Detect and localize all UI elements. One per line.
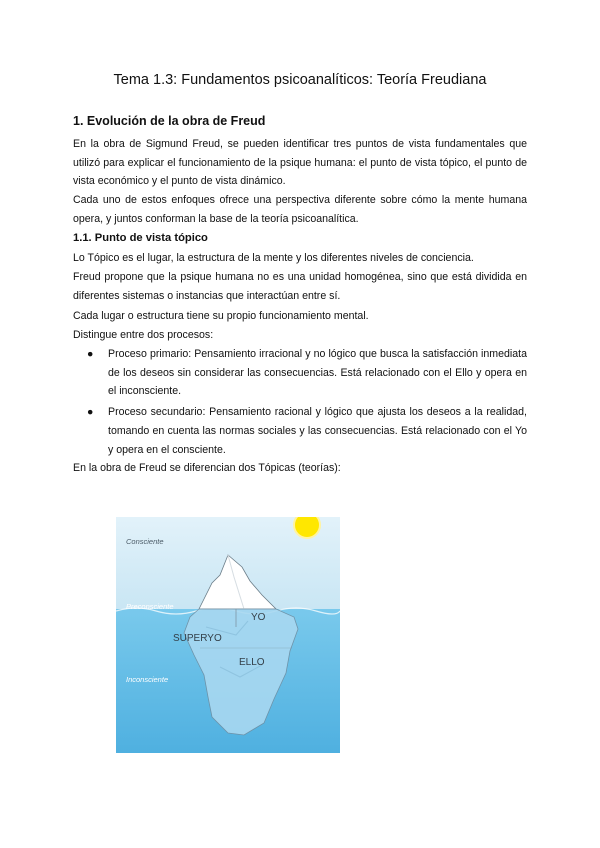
section-heading-punto-topico: 1.1. Punto de vista tópico	[73, 232, 208, 244]
process-list	[73, 345, 527, 461]
paragraph-evolucion-1: En la obra de Sigmund Freud, se pueden identificar tres puntos de vista fundamentales que utilizó para explicar el funcionamiento de la psique humana: el punto de vista tópico, el punto de vista económico y el punto de vista dinámico.	[73, 138, 527, 188]
bullet-icon: ●	[87, 406, 94, 419]
label-yo: YO	[251, 612, 266, 623]
label-ello: ELLO	[239, 657, 265, 668]
label-superyo: SUPERYO	[173, 633, 222, 644]
sun-icon	[294, 517, 320, 538]
paragraph-topico-1: Lo Tópico es el lugar, la estructura de la mente y los diferentes niveles de conciencia.	[73, 252, 474, 264]
bullet-icon: ●	[87, 348, 94, 360]
list-item-text: Proceso secundario: Pensamiento racional y lógico que ajusta los deseos a la realidad, tomando en cuenta las normas sociales y las consecuencias. Está relacionado con el Yo y opera en el consciente.	[108, 406, 527, 456]
label-preconsciente: Preconsciente	[126, 602, 174, 611]
paragraph-topico-5: En la obra de Freud se diferencian dos Tópicas (teorías):	[73, 462, 341, 474]
label-inconsciente: Inconsciente	[126, 675, 169, 684]
paragraph-topico-2: Freud propone que la psique humana no es una unidad homogénea, sino que está dividida en diferentes sistemas o instancias que interactúan entre sí.	[73, 271, 527, 302]
iceberg-illustration	[116, 517, 340, 753]
page-title: Tema 1.3: Fundamentos psicoanalíticos: Teoría Freudiana	[113, 72, 487, 88]
paragraph-topico-4: Distingue entre dos procesos:	[73, 329, 214, 341]
paragraph-evolucion-2: Cada uno de estos enfoques ofrece una perspectiva diferente sobre cómo la mente humana opera, y juntos conforman la base de la teoría psicoanalítica.	[73, 194, 527, 225]
iceberg-figure	[116, 517, 340, 753]
list-item-text: Proceso primario: Pensamiento irracional y no lógico que busca la satisfacción inmediata de los deseos sin considerar las consecuencias. Está relacionado con el Ello y opera en el inconsciente.	[108, 348, 527, 398]
list-item	[73, 345, 527, 401]
list-item	[73, 403, 527, 459]
paragraph-topico-3: Cada lugar o estructura tiene su propio funcionamiento mental.	[73, 310, 369, 322]
section-heading-evolucion: 1. Evolución de la obra de Freud	[73, 114, 266, 128]
label-consciente: Consciente	[126, 537, 164, 546]
